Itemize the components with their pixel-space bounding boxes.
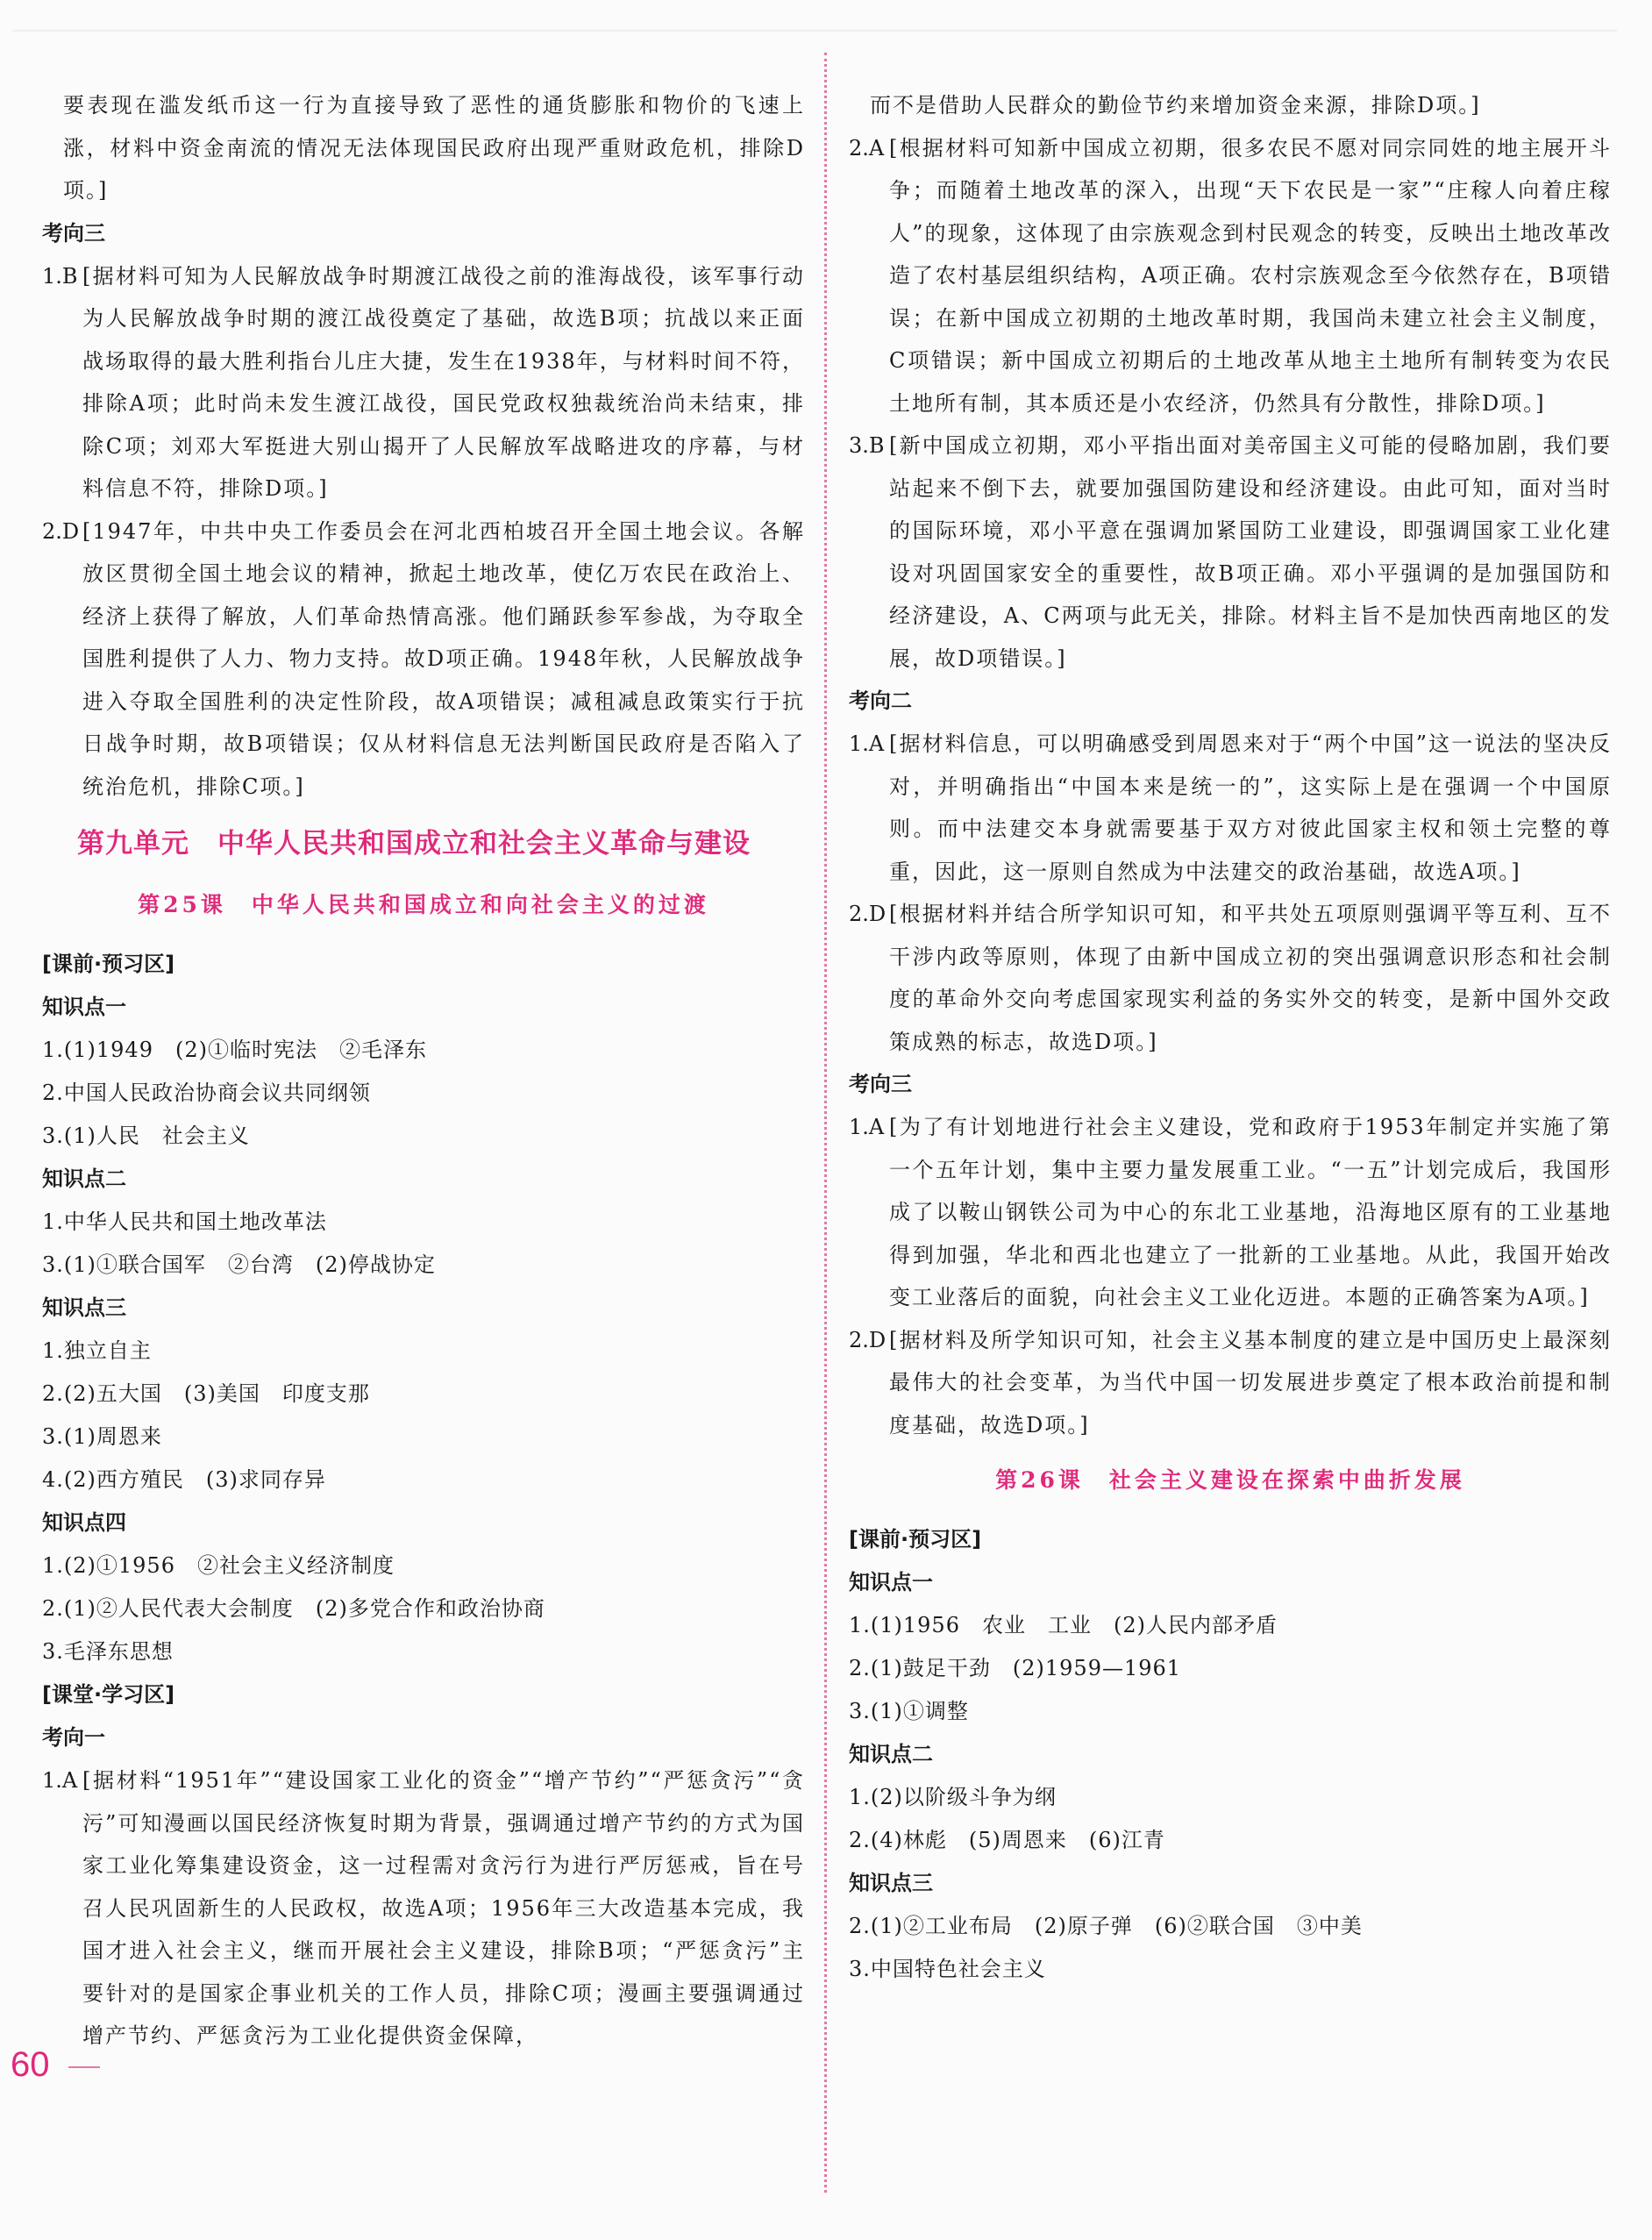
knowledge-answer: 2.(1)鼓足干劲 (2)1959—1961 bbox=[849, 1656, 1182, 1680]
kaoxiang3-heading: 考向三 bbox=[42, 220, 105, 246]
continued-answer: 要表现在滥发纸币这一行为直接导致了恶性的通货膨胀和物价的飞速上涨，材料中资金南流的情况无法体现国民政府出现严重财政危机，排除D项。] bbox=[63, 93, 805, 203]
answer-number: 2.D bbox=[849, 902, 887, 926]
knowledge-answer: 2.(1)②人民代表大会制度 (2)多党合作和政治协商 bbox=[42, 1596, 545, 1621]
lesson-title: 第26课 社会主义建设在探索中曲折发展 bbox=[995, 1467, 1465, 1493]
answer-item bbox=[849, 424, 1612, 680]
knowledge-point-heading: 知识点二 bbox=[849, 1742, 933, 1766]
answer-item bbox=[849, 723, 1612, 893]
answer-number: 2.D bbox=[42, 518, 80, 544]
answer-number: 1.B bbox=[42, 263, 78, 289]
answer-item bbox=[849, 127, 1612, 425]
answer-explanation: [据材料及所学知识可知，社会主义基本制度的建立是中国历史上最深刻最伟大的社会变革，为当代中国一切发展进步奠定了根本政治前提和制度基础，故选D项。] bbox=[889, 1327, 1612, 1437]
knowledge-answer: 1.(1)1956 农业 工业 (2)人民内部矛盾 bbox=[849, 1613, 1278, 1637]
answer-number: 2.A bbox=[849, 135, 885, 161]
knowledge-answer: 1.(2)①1956 ②社会主义经济制度 bbox=[42, 1553, 395, 1578]
answer-item bbox=[849, 1319, 1612, 1447]
knowledge-answer: 3.(1)①联合国军 ②台湾 (2)停战协定 bbox=[42, 1252, 436, 1277]
column-divider bbox=[824, 53, 827, 2193]
answer-item bbox=[42, 1759, 805, 2058]
answer-number: 1.A bbox=[849, 731, 885, 756]
answer-explanation: [据材料信息，可以明确感受到周恩来对于“两个中国”这一说法的坚决反对，并明确指出“中国本来是统一的”，这实际上是在强调一个中国原则。而中法建交本身就需要基于双方对彼此国家主权和领土完整的尊重，因此，这一原则自然成为中法建交的政治基础，故选A项。] bbox=[889, 731, 1612, 884]
answer-explanation: [新中国成立初期，邓小平指出面对美帝国主义可能的侵略加剧，我们要站起来不倒下去，就要加强国防建设和经济建设。由此可知，面对当时的国际环境，邓小平意在强调加紧国防工业建设，即强调国家工业化建设对巩固国家安全的重要性，故B项正确。邓小平强调的是加强国防和经济建设，A、C两项与此无关，排除。材料主旨不是加快西南地区的发展，故D项错误。] bbox=[889, 433, 1612, 671]
knowledge-point-heading: 知识点二 bbox=[42, 1166, 126, 1191]
answer-item bbox=[849, 893, 1612, 1063]
answer-item bbox=[42, 510, 805, 809]
knowledge-point-heading: 知识点三 bbox=[42, 1295, 126, 1320]
answer-explanation: [据材料可知为人民解放战争时期渡江战役之前的淮海战役，该军事行动为人民解放战争时期的渡江战役奠定了基础，故选B项；抗战以来正面战场取得的最大胜利指台儿庄大捷，发生在1938年，与材料时间不符，排除A项；此时尚未发生渡江战役，国民党政权独裁统治尚未结束，排除C项；刘邓大军挺进大别山揭开了人民解放军战略进攻的序幕，与材料信息不符，排除D项。] bbox=[82, 263, 805, 501]
answer-number: 1.A bbox=[849, 1115, 885, 1139]
continued-answer: 而不是借助人民群众的勤俭节约来增加资金来源，排除D项。] bbox=[870, 93, 1481, 118]
page-number: 60 bbox=[11, 2045, 50, 2084]
knowledge-answer: 2.(2)五大国 (3)美国 印度支那 bbox=[42, 1381, 370, 1406]
preview-section-label: [课前·预习区] bbox=[849, 1527, 982, 1552]
knowledge-point-heading: 知识点四 bbox=[42, 1510, 126, 1535]
answer-number: 2.D bbox=[849, 1327, 887, 1352]
answer-explanation: [根据材料并结合所学知识可知，和平共处五项原则强调平等互利、互不干涉内政等原则，体现了由新中国成立初的突出强调意识形态和社会制度的革命外交向考虑国家现实利益的务实外交的转变，是新中国外交政策成熟的标志，故选D项。] bbox=[889, 902, 1612, 1054]
knowledge-answer: 3.(1)①调整 bbox=[849, 1699, 969, 1723]
right-column bbox=[849, 84, 1612, 1991]
kaoxiang1-heading: 考向一 bbox=[42, 1725, 105, 1750]
answer-number: 3.B bbox=[849, 433, 885, 458]
knowledge-answer: 4.(2)西方殖民 (3)求同存异 bbox=[42, 1467, 326, 1492]
top-rule bbox=[12, 30, 1617, 32]
knowledge-answer: 3.中国特色社会主义 bbox=[849, 1957, 1046, 1981]
knowledge-point-heading: 知识点一 bbox=[849, 1570, 933, 1594]
knowledge-answer: 1.中华人民共和国土地改革法 bbox=[42, 1209, 327, 1234]
knowledge-answer: 2.(4)林彪 (5)周恩来 (6)江青 bbox=[849, 1828, 1165, 1852]
answer-explanation: [为了有计划地进行社会主义建设，党和政府于1953年制定并实施了第一个五年计划，集中主要力量发展重工业。“一五”计划完成后，我国形成了以鞍山钢铁公司为中心的东北工业基地，沿海地区原有的工业基地得到加强，华北和西北也建立了一批新的工业基地。从此，我国开始改变工业落后的面貌，向社会主义工业化迈进。本题的正确答案为A项。] bbox=[889, 1115, 1612, 1309]
class-section-label: [课堂·学习区] bbox=[42, 1682, 175, 1707]
unit-title: 第九单元 中华人民共和国成立和社会主义革命与建设 bbox=[77, 828, 751, 860]
knowledge-point-heading: 知识点三 bbox=[849, 1871, 933, 1895]
knowledge-answer: 3.(1)周恩来 bbox=[42, 1424, 162, 1449]
knowledge-answer: 1.(1)1949 (2)①临时宪法 ②毛泽东 bbox=[42, 1038, 427, 1062]
knowledge-point-heading: 知识点一 bbox=[42, 995, 126, 1019]
answer-explanation: [1947年，中共中央工作委员会在河北西柏坡召开全国土地会议。各解放区贯彻全国土地会议的精神，掀起土地改革，使亿万农民在政治上、经济上获得了解放，人们革命热情高涨。他们踊跃参军参战，为夺取全国胜利提供了人力、物力支持。故D项正确。1948年秋，人民解放战争进入夺取全国胜利的决定性阶段，故A项错误；减租减息政策实行于抗日战争时期，故B项错误；仅从材料信息无法判断国民政府是否陷入了统治危机，排除C项。] bbox=[82, 518, 805, 799]
answer-explanation: [根据材料可知新中国成立初期，很多农民不愿对同宗同姓的地主展开斗争；而随着土地改革的深入，出现“天下农民是一家”“庄稼人向着庄稼人”的现象，这体现了由宗族观念到村民观念的转变，反映出土地改革改造了农村基层组织结构，A项正确。农村宗族观念至今依然存在，B项错误；在新中国成立初期的土地改革时期，我国尚未建立社会主义制度，C项错误；新中国成立初期后的土地改革从地主土地所有制转变为农民土地所有制，其本质还是小农经济，仍然具有分散性，排除D项。] bbox=[889, 135, 1612, 416]
lesson-title: 第25课 中华人民共和国成立和向社会主义的过渡 bbox=[138, 892, 709, 917]
answer-explanation: [据材料“1951年”“建设国家工业化的资金”“增产节约”“严惩贪污”“贪污”可知漫画以国民经济恢复时期为背景，强调通过增产节约的方式为国家工业化筹集建设资金，这一过程需对贪污行为进行严厉惩戒，旨在号召人民巩固新生的人民政权，故选A项；1956年三大改造基本完成，我国才进入社会主义，继而开展社会主义建设，排除B项；“严惩贪污”主要针对的是国家企事业机关的工作人员，排除C项；漫画主要强调通过增产节约、严惩贪污为工业化提供资金保障， bbox=[82, 1768, 805, 2048]
page-number-dash bbox=[68, 2066, 100, 2068]
knowledge-answer: 2.(1)②工业布局 (2)原子弹 (6)②联合国 ③中美 bbox=[849, 1914, 1363, 1938]
preview-section-label: [课前·预习区] bbox=[42, 952, 175, 976]
left-column bbox=[42, 84, 805, 2058]
knowledge-answer: 3.毛泽东思想 bbox=[42, 1639, 174, 1664]
knowledge-answer: 1.(2)以阶级斗争为纲 bbox=[849, 1785, 1057, 1809]
answer-item bbox=[42, 255, 805, 510]
knowledge-answer: 3.(1)人民 社会主义 bbox=[42, 1124, 250, 1148]
answer-number: 1.A bbox=[42, 1768, 78, 1793]
knowledge-answer: 2.中国人民政治协商会议共同纲领 bbox=[42, 1081, 371, 1105]
kaoxiang2-heading: 考向二 bbox=[849, 688, 912, 713]
knowledge-answer: 1.独立自主 bbox=[42, 1338, 152, 1363]
answer-item bbox=[849, 1106, 1612, 1319]
kaoxiang3-heading: 考向三 bbox=[849, 1072, 912, 1096]
